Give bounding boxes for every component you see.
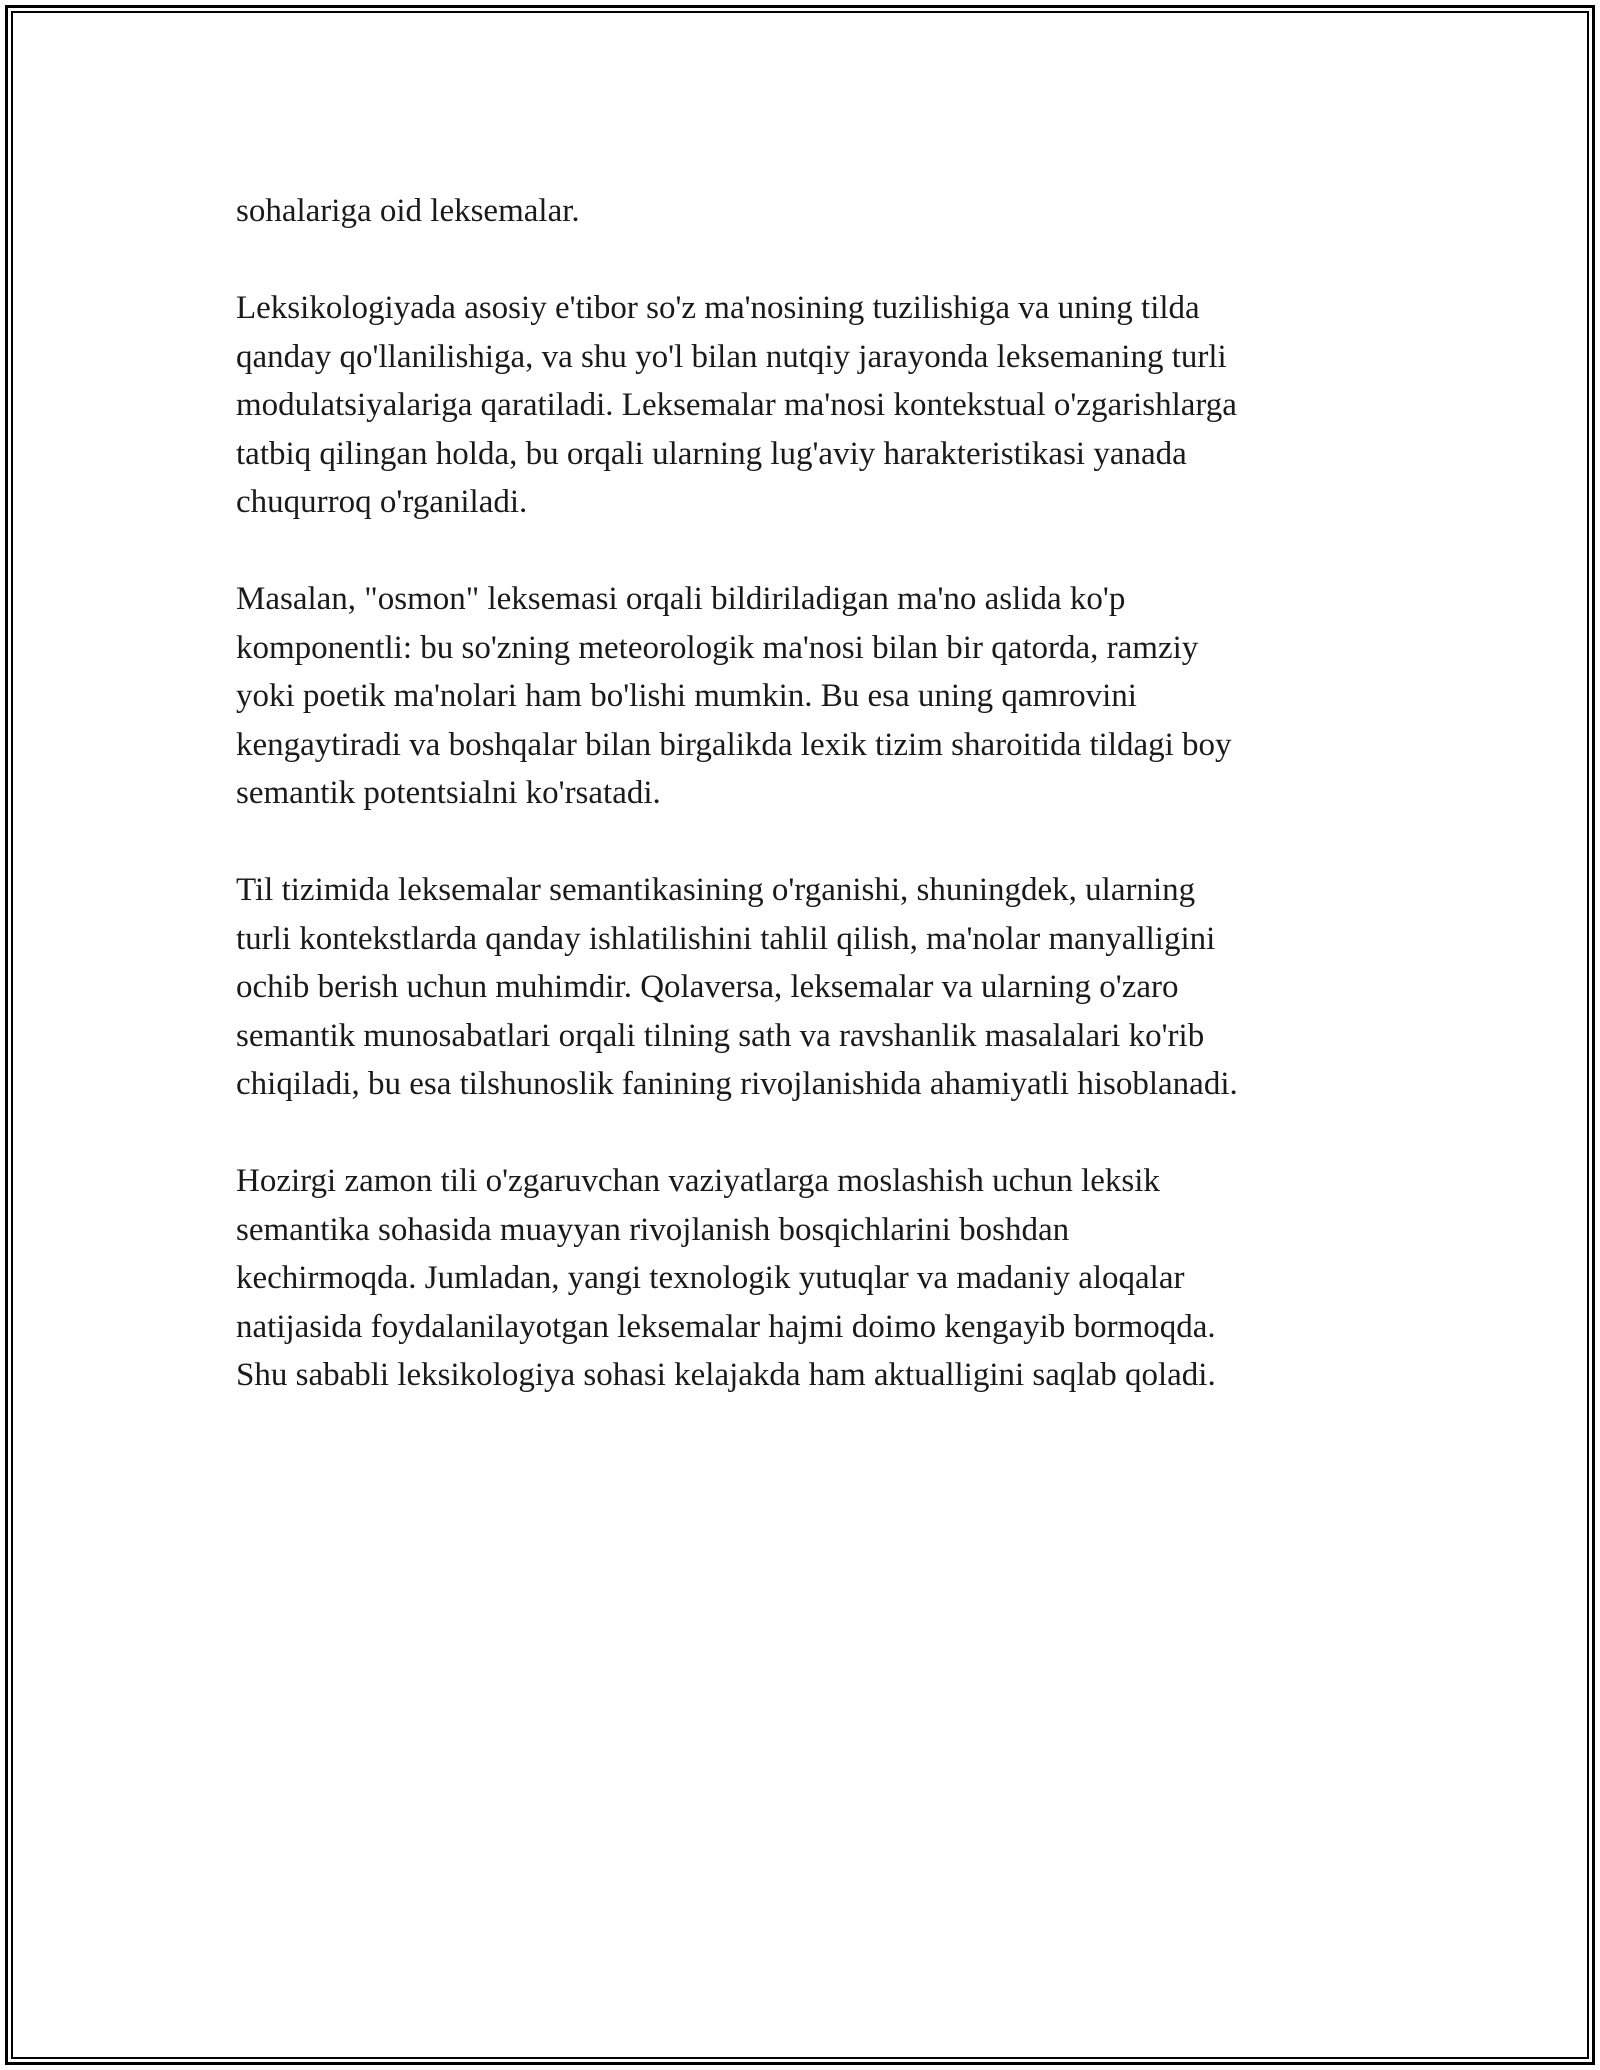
paragraph-leksikologiya-focus: Leksikologiyada asosiy e'tibor so'z ma'nosining tuzilishiga va uning tilda qanday qo'llanilishiga, va shu yo'l bilan nutqiy jarayonda leksemaning turli modulatsiyalariga qaratiladi. Leksemalar ma'nosi kontekstual o'zgarishlarga tatbiq qilingan holda, bu orqali ularning lug'aviy harakteristikasi yanada chuqurroq o'rganiladi. [236,290,1237,520]
paragraph-continuation: sohalariga oid leksemalar. [236,193,580,229]
document-body [236,187,1366,1448]
paragraph-osmon-example: Masalan, "osmon" leksemasi orqali bildiriladigan ma'no aslida ko'p komponentli: bu so'zning meteorologik ma'nosi bilan bir qatorda, ramziy yoki poetik ma'nolari ham bo'lishi mumkin. Bu esa uning qamrovini kengaytiradi va boshqalar bilan birgalikda lexik tizim sharoitida tildagi boy semantik potentsialni ko'rsatadi. [236,581,1232,811]
paragraph-modern-language: Hozirgi zamon tili o'zgaruvchan vaziyatlarga moslashish uchun leksik semantika sohasida muayyan rivojlanish bosqichlarini boshdan kechirmoqda. Jumladan, yangi texnologik yutuqlar va madaniy aloqalar natijasida foydalanilayotgan leksemalar hajmi doimo kengayib bormoqda. Shu sababli leksikologiya sohasi kelajakda ham aktualligini saqlab qoladi. [236,1163,1216,1393]
paragraph-semantics-study: Til tizimida leksemalar semantikasining o'rganishi, shuningdek, ularning turli kontekstlarda qanday ishlatilishini tahlil qilish, ma'nolar manyalligini ochib berish uchun muhimdir. Qolaversa, leksemalar va ularning o'zaro semantik munosabatlari orqali tilning sath va ravshanlik masalalari ko'rib chiqiladi, bu esa tilshunoslik fanining rivojlanishida ahamiyatli hisoblanadi. [236,872,1238,1102]
